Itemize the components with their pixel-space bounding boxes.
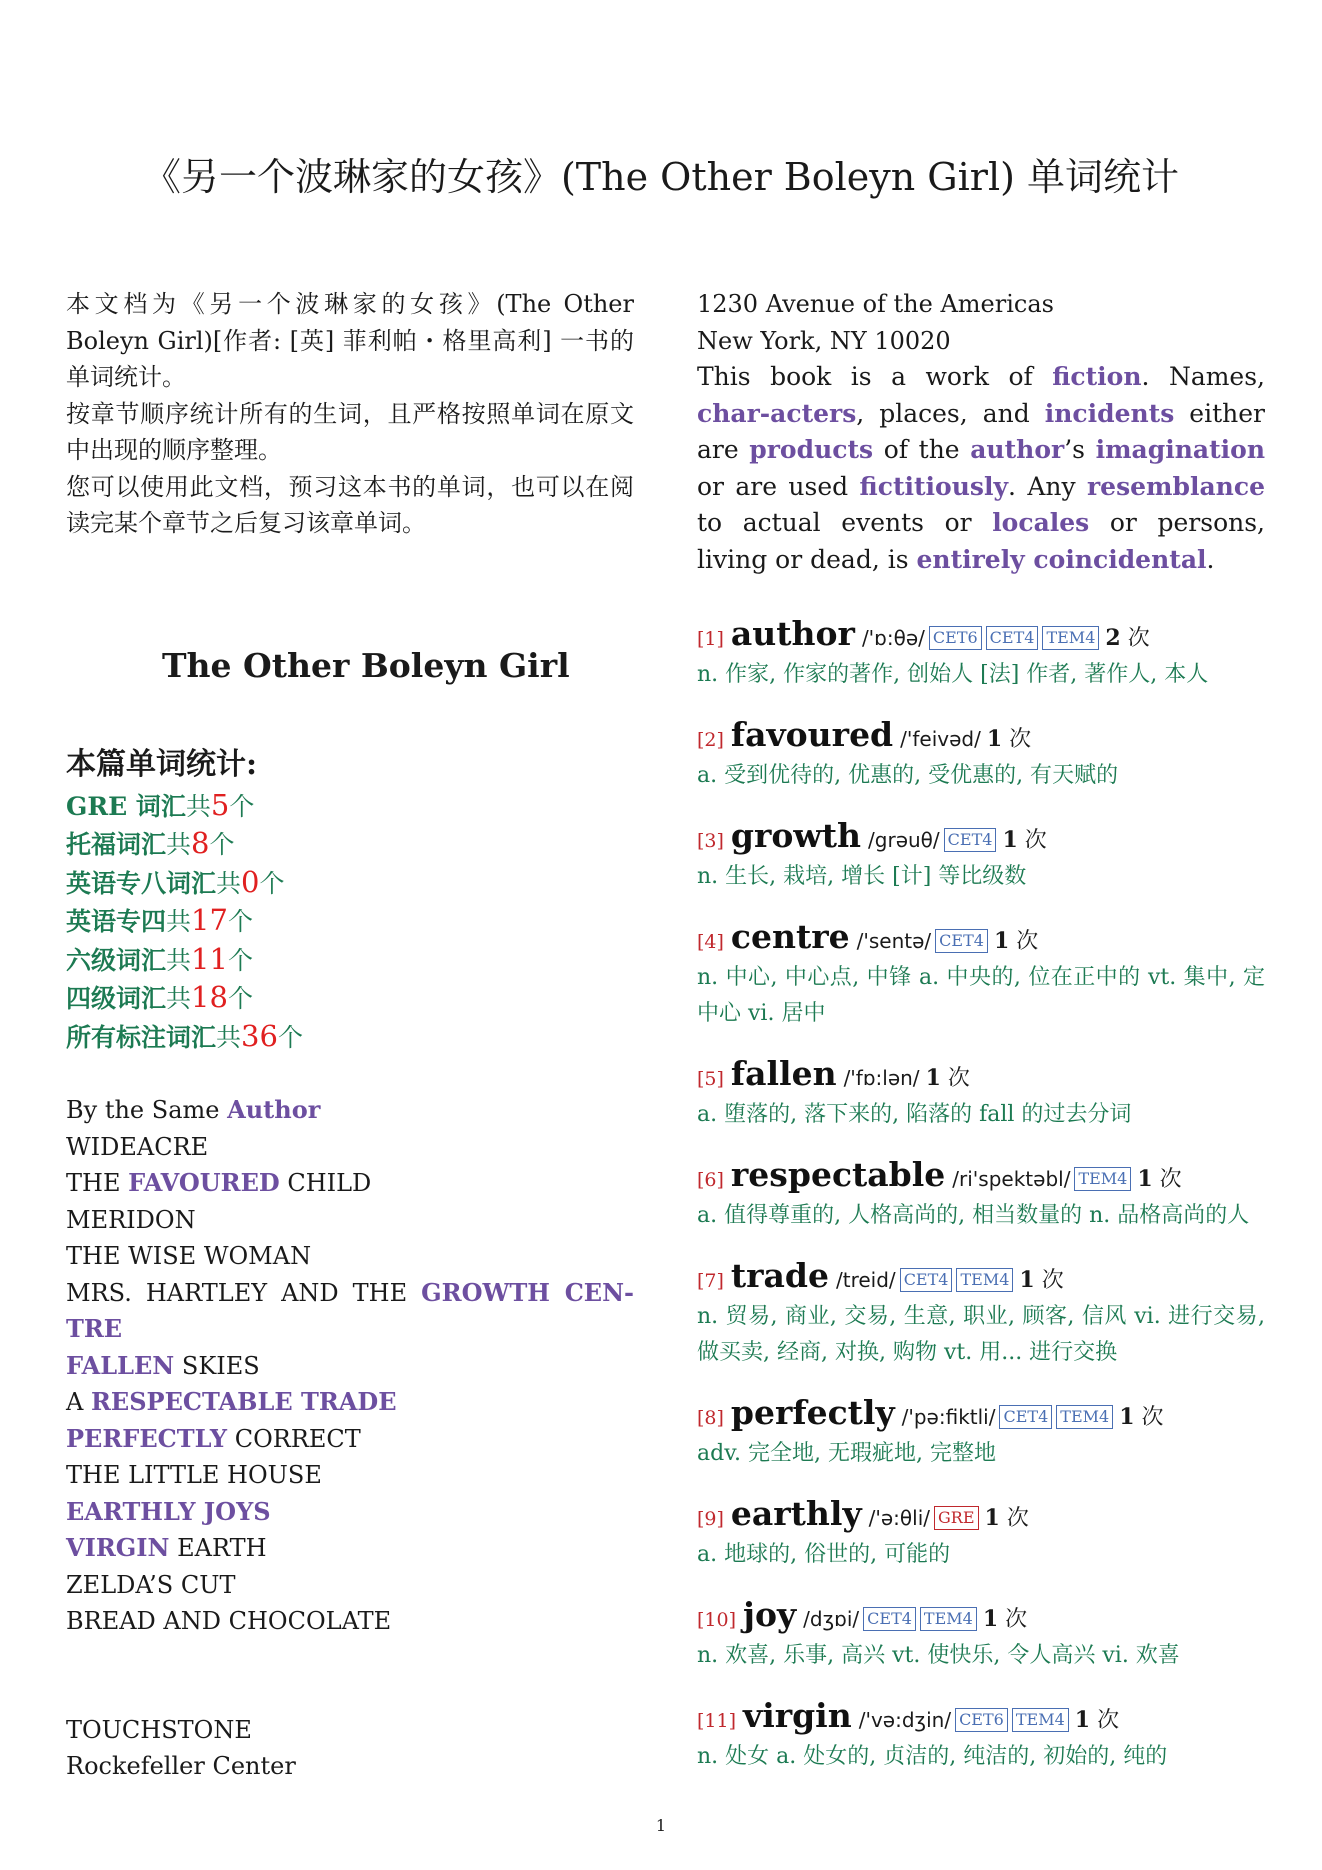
vocab-word: author	[970, 435, 1065, 464]
stat-label: 六级词汇	[66, 945, 167, 975]
level-tag: CET4	[935, 929, 988, 953]
level-tag: CET4	[863, 1607, 916, 1631]
stat-row	[66, 825, 634, 864]
vocab-word: EARTHLY JOYS	[66, 1496, 271, 1526]
intro-line: 按章节顺序统计所有的生词，且严格按照单词在原文中出现的顺序整理。	[66, 399, 634, 464]
stat-count: 5	[210, 787, 230, 822]
entry-definition: adv. 完全地, 无瑕疵地, 完整地	[697, 1441, 996, 1466]
intro-line: 本文档为《另一个波琳家的女孩》(The Other Boleyn Girl)[作者: [英] 菲利帕・格里高利] 一书的单词统计。	[66, 290, 634, 391]
right-column	[697, 286, 1265, 1799]
stat-unit: 个	[227, 945, 253, 975]
stat-row	[66, 864, 634, 903]
level-tag: CET6	[955, 1708, 1008, 1732]
level-tag: CET4	[986, 626, 1039, 650]
text-span: . Any	[1007, 471, 1087, 501]
stat-count: 18	[191, 980, 228, 1014]
entry-head	[697, 1258, 1265, 1299]
entry-word: author	[730, 614, 855, 653]
entry-index: [3]	[697, 830, 724, 852]
entry-definition: n. 处女 a. 处女的, 贞洁的, 纯洁的, 初始的, 纯的	[697, 1744, 1168, 1769]
vocab-entry	[697, 1597, 1265, 1674]
publisher	[66, 1712, 634, 1785]
entry-count-unit: 次	[1159, 1167, 1182, 1192]
entry-count-unit: 次	[947, 1066, 970, 1091]
vocab-entry	[697, 818, 1265, 895]
level-tag: TEM4	[920, 1607, 977, 1631]
stat-row	[66, 787, 634, 826]
book-title: The Other Boleyn Girl	[162, 645, 570, 685]
stat-count: 36	[241, 1018, 278, 1053]
stat-label: GRE 词汇	[66, 791, 186, 821]
vocab-entry	[697, 1496, 1265, 1573]
text-span: EARTH	[177, 1534, 267, 1562]
entry-count-unit: 次	[1024, 828, 1047, 853]
book-list-item: WIDEACRE	[66, 1132, 209, 1161]
publisher-line: TOUCHSTONE	[66, 1715, 252, 1744]
text-span: This book is a work of	[697, 362, 1053, 391]
entry-phonetic: /ri'spektəbl/	[952, 1167, 1071, 1191]
stat-gong: 共	[216, 868, 242, 898]
level-tag: TEM4	[1012, 1708, 1069, 1732]
book-list-item: THE LITTLE HOUSE	[66, 1461, 322, 1489]
vocab-word: fiction	[1052, 362, 1142, 391]
entry-definition: n. 贸易, 商业, 交易, 生意, 职业, 顾客, 信风 vi. 进行交易, 做买卖, 经商, 对换, 购物 vt. 用... 进行交换	[697, 1304, 1265, 1365]
stat-unit: 个	[259, 868, 285, 898]
entry-head	[697, 717, 1265, 758]
stat-label: 英语专四	[66, 907, 167, 936]
vocab-word: products	[749, 435, 874, 464]
vocab-entry	[697, 1056, 1265, 1133]
by-same-label: By the Same	[66, 1096, 220, 1124]
entry-phonetic: /'sentə/	[856, 929, 932, 953]
entry-phonetic: /'ə:θli/	[868, 1506, 931, 1530]
vocab-entry	[697, 1157, 1265, 1234]
word-stats	[66, 739, 634, 1057]
entry-index: [1]	[697, 628, 724, 650]
page-number: 1	[655, 1816, 667, 1835]
vocab-entries	[697, 616, 1265, 1775]
stat-unit: 个	[227, 907, 253, 936]
vocab-word: locales	[992, 508, 1090, 537]
text-span: MRS. HARTLEY AND THE	[66, 1278, 408, 1307]
text-span: to actual events or	[697, 508, 993, 537]
entry-definition: a. 地球的, 俗世的, 可能的	[697, 1542, 951, 1567]
entry-count-unit: 次	[1016, 929, 1039, 954]
text-span: THE	[66, 1169, 121, 1197]
level-tag: TEM4	[956, 1268, 1013, 1292]
entry-count-unit: 次	[1041, 1268, 1064, 1293]
vocab-word: resemblance	[1087, 471, 1265, 501]
entry-index: [5]	[697, 1068, 724, 1090]
entry-definition: n. 欢喜, 乐事, 高兴 vt. 使快乐, 令人高兴 vi. 欢喜	[697, 1643, 1180, 1668]
entry-count-unit: 次	[1097, 1708, 1120, 1733]
text-span: SKIES	[181, 1351, 260, 1380]
stat-unit: 个	[229, 791, 255, 821]
text-span: , places, and	[856, 398, 1045, 428]
entry-count-unit: 次	[1141, 1405, 1164, 1430]
entry-word: perfectly	[730, 1393, 895, 1432]
book-list-item	[66, 1275, 634, 1312]
left-column	[66, 286, 634, 1785]
text-span: or persons, living or dead, is	[697, 508, 1265, 574]
entry-word: centre	[730, 917, 850, 956]
vocab-word: GROWTH CEN-	[421, 1277, 634, 1307]
entry-word: trade	[730, 1256, 830, 1295]
stat-count: 0	[241, 864, 260, 899]
entry-count: 1	[1002, 827, 1018, 853]
text-span: .	[1206, 544, 1215, 574]
entry-word: joy	[743, 1595, 797, 1634]
stats-list	[66, 787, 634, 1057]
entry-phonetic: /'pə:fiktli/	[901, 1405, 996, 1429]
entry-count-unit: 次	[1005, 1607, 1028, 1632]
intro	[66, 286, 634, 542]
vocab-word: PERFECTLY	[66, 1423, 228, 1453]
entry-head	[697, 1597, 1265, 1638]
book-list-item: THE WISE WOMAN	[66, 1242, 312, 1270]
entry-definition: a. 值得尊重的, 人格高尚的, 相当数量的 n. 品格高尚的人	[697, 1203, 1250, 1228]
entry-word: virgin	[743, 1696, 852, 1735]
address-line: 1230 Avenue of the Americas	[697, 290, 1054, 318]
text-span: CHILD	[287, 1169, 372, 1197]
book-list-item	[66, 1311, 634, 1348]
entry-count: 1	[993, 928, 1010, 954]
entry-count: 1	[1119, 1404, 1135, 1430]
address-line: New York, NY 10020	[697, 326, 951, 355]
book-list-item	[66, 1494, 634, 1531]
entry-phonetic: /'və:dʒin/	[858, 1708, 952, 1732]
stats-heading: 本篇单词统计:	[66, 746, 258, 782]
entry-index: [2]	[697, 729, 724, 751]
vocab-word: VIRGIN	[66, 1533, 170, 1562]
entry-phonetic: /'ɒ:θə/	[861, 626, 925, 650]
entry-definition: n. 中心, 中心点, 中锋 a. 中央的, 位在正中的 vt. 集中, 定中心 vi. 居中	[697, 965, 1265, 1026]
stat-count: 17	[191, 903, 228, 937]
book-list-item: ZELDA’S CUT	[66, 1570, 236, 1599]
stat-count: 11	[191, 941, 228, 976]
vocab-word: Author	[227, 1095, 321, 1124]
entry-index: [8]	[697, 1407, 724, 1429]
stat-label: 所有标注词汇	[66, 1022, 217, 1052]
stat-label: 托福词汇	[66, 830, 167, 859]
level-tag: TEM4	[1056, 1405, 1113, 1429]
text-span: of the	[873, 435, 971, 464]
vocab-entry	[697, 919, 1265, 1032]
entry-head	[697, 1496, 1265, 1537]
entry-count-unit: 次	[1127, 626, 1150, 651]
book-list-item	[66, 1384, 634, 1421]
entry-count: 1	[1074, 1707, 1091, 1733]
stat-gong: 共	[166, 830, 192, 859]
vocab-entry	[697, 717, 1265, 794]
text-span: A	[66, 1388, 84, 1416]
entry-count: 1	[1137, 1166, 1153, 1192]
stat-gong: 共	[166, 984, 192, 1013]
entry-word: respectable	[730, 1155, 946, 1194]
vocab-word: TRE	[66, 1314, 123, 1343]
intro-line: 您可以使用此文档，预习这本书的单词，也可以在阅读完某个章节之后复习该章单词。	[66, 472, 634, 537]
book-list-item	[66, 1421, 634, 1458]
vocab-word: FAVOURED	[128, 1168, 280, 1197]
vocab-word: fictitiously	[859, 471, 1008, 501]
entry-word: fallen	[730, 1054, 837, 1093]
entry-definition: a. 堕落的, 落下来的, 陷落的 fall 的过去分词	[697, 1102, 1132, 1127]
address	[697, 286, 1265, 359]
book-list-item	[66, 1165, 634, 1202]
entry-head	[697, 919, 1265, 960]
vocab-word: incidents	[1044, 398, 1175, 428]
entry-phonetic: /grəuθ/	[868, 828, 940, 852]
stat-row	[66, 1018, 634, 1057]
entry-head	[697, 818, 1265, 859]
entry-count: 2	[1105, 625, 1121, 651]
page-title: 《另一个波琳家的女孩》(The Other Boleyn Girl) 单词统计	[142, 155, 1180, 199]
book-list	[66, 1092, 634, 1640]
entry-count-unit: 次	[1006, 1506, 1029, 1531]
level-tag: TEM4	[1042, 626, 1099, 650]
vocab-entry	[697, 1395, 1265, 1472]
level-tag: CET4	[900, 1268, 953, 1292]
stat-count: 8	[191, 826, 210, 860]
book-list-item: MERIDON	[66, 1205, 196, 1234]
stat-row	[66, 979, 634, 1018]
text-span: either are	[697, 398, 1265, 464]
text-span: ’s	[1064, 435, 1096, 464]
book-list-item: BREAD AND CHOCOLATE	[66, 1607, 392, 1635]
disclaimer-paragraph	[697, 359, 1265, 578]
stat-gong: 共	[185, 791, 211, 821]
vocab-word: char-acters	[697, 398, 857, 428]
vocab-entry	[697, 1698, 1265, 1775]
entry-count-unit: 次	[1009, 727, 1032, 752]
entry-phonetic: /'feivəd/	[900, 727, 981, 751]
stat-label: 四级词汇	[66, 984, 167, 1013]
vocab-word: entirely coincidental	[916, 544, 1207, 574]
entry-index: [10]	[697, 1609, 737, 1631]
vocab-word: RESPECTABLE TRADE	[90, 1387, 397, 1416]
book-list-item	[66, 1530, 634, 1567]
text-span: or are used	[697, 471, 860, 501]
level-tag: CET6	[929, 626, 982, 650]
stat-unit: 个	[227, 984, 253, 1013]
entry-count: 1	[925, 1065, 941, 1091]
entry-head	[697, 616, 1265, 657]
entry-count: 1	[984, 1505, 1000, 1531]
entry-count: 1	[982, 1606, 999, 1632]
entry-count: 1	[1019, 1267, 1035, 1293]
vocab-word: FALLEN	[66, 1350, 175, 1380]
entry-index: [9]	[697, 1508, 724, 1530]
entry-index: [4]	[697, 931, 724, 953]
stat-label: 英语专八词汇	[66, 868, 217, 898]
entry-count: 1	[986, 726, 1003, 752]
vocab-entry	[697, 616, 1265, 693]
vocab-word: imagination	[1095, 435, 1265, 464]
entry-word: earthly	[730, 1494, 862, 1533]
level-tag: CET4	[999, 1405, 1052, 1429]
entry-head	[697, 1698, 1265, 1739]
stat-unit: 个	[209, 830, 235, 859]
entry-index: [6]	[697, 1169, 724, 1191]
entry-definition: a. 受到优待的, 优惠的, 受优惠的, 有天赋的	[697, 763, 1119, 788]
stat-gong: 共	[166, 945, 192, 975]
stat-row	[66, 941, 634, 980]
by-same-author	[66, 1092, 634, 1129]
entry-head	[697, 1157, 1265, 1198]
entry-phonetic: /dʒɒi/	[803, 1607, 860, 1631]
entry-word: favoured	[730, 715, 894, 754]
level-tag: TEM4	[1074, 1167, 1131, 1191]
entry-phonetic: /treid/	[836, 1268, 896, 1292]
entry-head	[697, 1056, 1265, 1097]
level-tag: GRE	[934, 1506, 979, 1530]
entry-index: [11]	[697, 1710, 737, 1732]
entry-index: [7]	[697, 1270, 724, 1292]
book-list-item	[66, 1348, 634, 1385]
entry-phonetic: /'fɒ:lən/	[843, 1066, 920, 1090]
publisher-line: Rockefeller Center	[66, 1752, 296, 1780]
text-span: . Names,	[1141, 362, 1265, 391]
entry-word: growth	[730, 816, 862, 855]
text-span: CORRECT	[234, 1424, 361, 1453]
entry-definition: n. 生长, 栽培, 增长 [计] 等比级数	[697, 864, 1027, 889]
stat-gong: 共	[166, 907, 192, 936]
stat-unit: 个	[277, 1022, 303, 1052]
stat-gong: 共	[216, 1022, 242, 1052]
stat-row	[66, 902, 634, 941]
level-tag: CET4	[944, 828, 997, 852]
entry-head	[697, 1395, 1265, 1436]
vocab-entry	[697, 1258, 1265, 1371]
entry-definition: n. 作家, 作家的著作, 创始人 [法] 作者, 著作人, 本人	[697, 662, 1209, 687]
